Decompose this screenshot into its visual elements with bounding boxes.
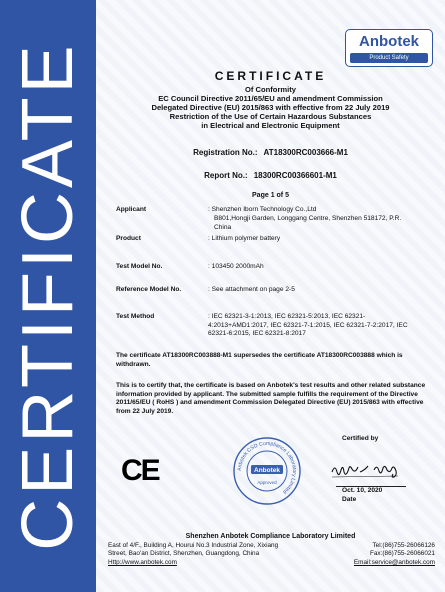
directive-line-3: Restriction of the Use of Certain Hazardous Substances [169,112,372,121]
date-label: Date [342,496,357,503]
field-value: : Lithium polymer battery [208,235,281,242]
logo-tagline: Product Safety [350,53,428,63]
stamp-center-text: Anbotek [254,467,280,474]
report-number [96,171,445,180]
certify-statement: This is to certify that, the certificate is based on Anbotek's test results and other related substance information provided by applicant. The submitted sample fulfills the requirement of the Directive 2011/65/EU ( RoHS ) and amendment Commission Delegated Directive (EU) 2015/863 with effective from 22 July 2019. [116,382,426,415]
logo-name: Anbotek [359,33,419,50]
certificate-sidebar [0,0,96,592]
anbotek-logo [345,29,433,67]
footer-address-2: Street, Bao'an District, Shenzhen, Guangdong, China [108,550,260,557]
sidebar-certificate-word: CERTIFICATE [8,41,88,551]
stamp-approved-text: Approved [257,480,277,485]
field-key: Applicant [116,206,147,213]
stamp-ring-path: Anbotek CSD Compliance Laboratory Limited [236,440,298,495]
supersede-note: The certificate AT18300RC003888-M1 supersedes the certificate AT18300RC003888 which is withdrawn. [116,352,403,368]
field-value: : IEC 62321-3-1:2013, IEC 62321-5:2013, IEC 62321-4:2013+AMD1:2017, IEC 62321-7-1:2015, IEC 62321-7-2:2017, IEC 62321-6:2015, IEC 62321-8:2017 [208,313,408,337]
field-value: : Shenzhen Iborn Technology Co.,Ltd [208,206,317,213]
certified-by-label: Certified by [342,435,379,442]
anbotek-stamp [232,436,302,506]
report-value: 18300RC00366601-M1 [253,171,337,180]
field-value: B801,Hongji Garden, Longgang Centre, Shenzhen 518172, P.R. China [214,215,402,231]
registration-number [96,148,445,157]
report-label: Report No.: [204,171,248,180]
field-key: Product [116,235,141,242]
certificate-title: CERTIFICATE [214,69,327,83]
footer-website-link[interactable]: Http://www.anbotek.com [108,559,177,566]
field-key: Test Method [116,313,155,320]
directive-line-1: EC Council Directive 2011/65/EU and amendment Commission [158,94,383,103]
directive-line-2: Delegated Directive (EU) 2015/863 with effective from 22 July 2019 [151,103,390,112]
footer-address-1: East of 4/F., Building A, Hourui No.3 Industrial Zone, Xixiang [108,542,279,549]
footer-fax: Fax:(86)755-26066021 [369,550,435,557]
field-value: : 103450 2000mAh [208,263,264,270]
field-key: Reference Model No. [116,286,182,293]
field-value: : See attachment on page 2-5 [208,286,295,293]
registration-value: AT18300RC003666-M1 [263,148,348,157]
field-key: Test Model No. [116,263,163,270]
directive-line-4: in Electrical and Electronic Equipment [201,121,340,130]
ce-mark: CE [121,454,159,487]
registration-label: Registration No.: [193,148,258,157]
page-number: Page 1 of 5 [252,192,289,199]
handwritten-signature [328,458,408,482]
footer-tel: Tel:(86)755-26066126 [372,542,435,549]
footer-lab-name: Shenzhen Anbotek Compliance Laboratory Limited [185,533,356,540]
footer-email-link[interactable]: Email:service@anbotek.com [353,559,435,566]
of-conformity: Of Conformity [244,85,297,94]
certificate-content [96,0,445,592]
certificate-date: Oct. 10, 2020 [342,487,383,494]
